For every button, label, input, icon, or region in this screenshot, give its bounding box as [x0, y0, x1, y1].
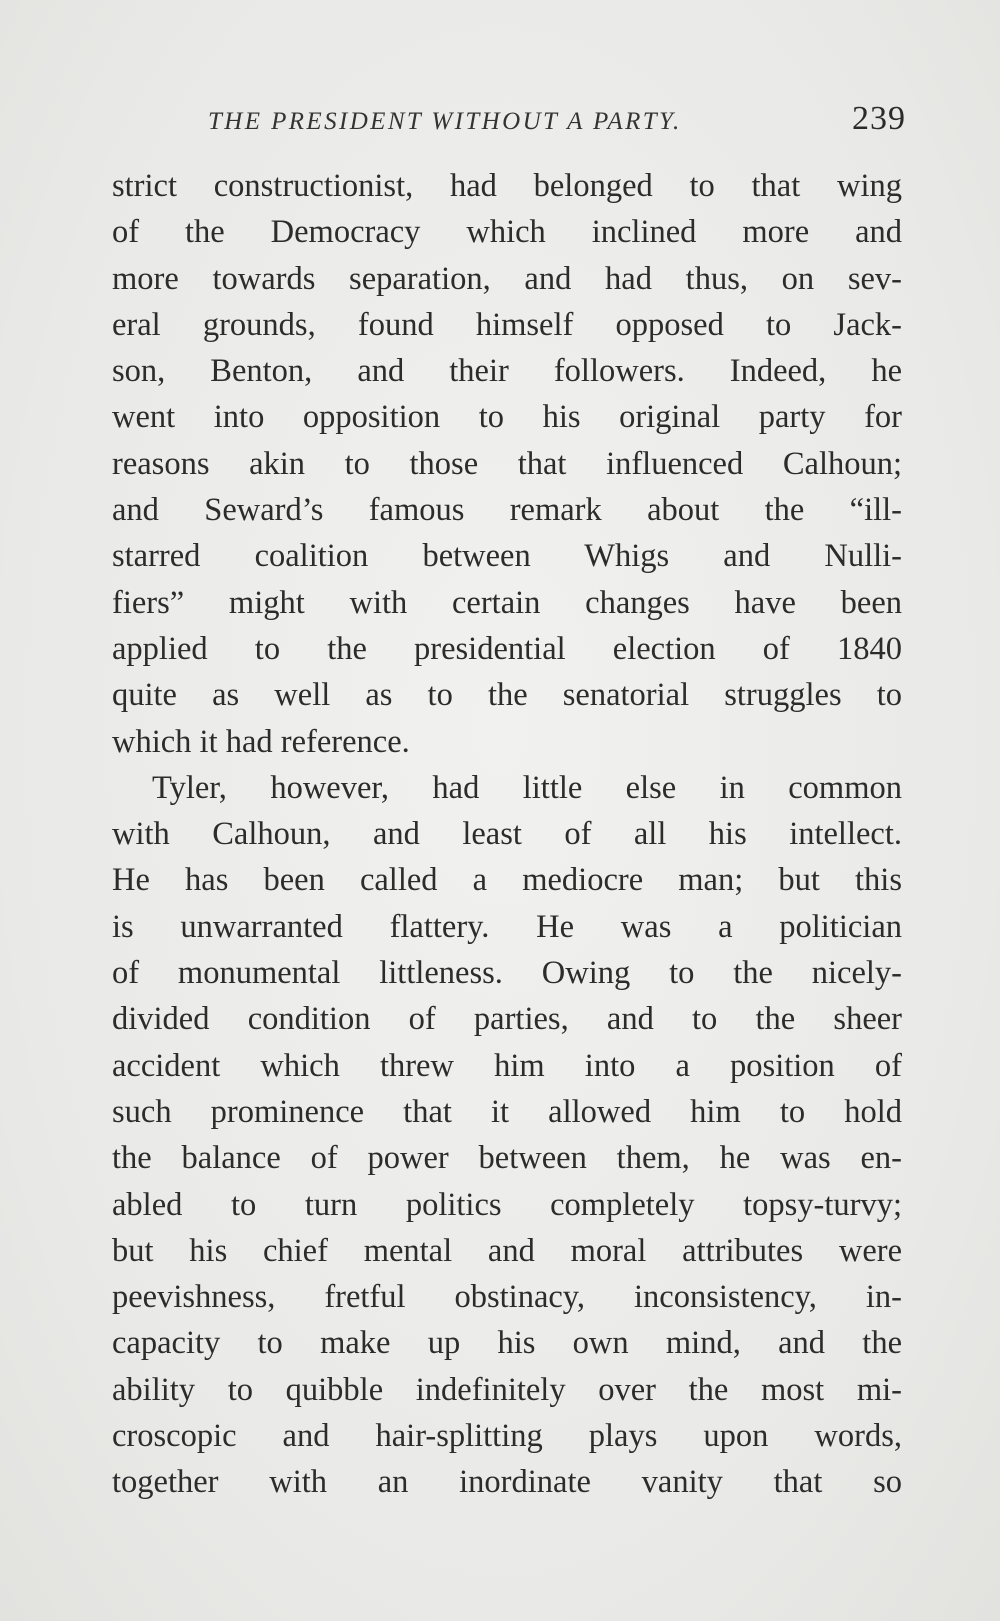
text-line: ability to quibble indefinitely over the most mi- — [112, 1371, 902, 1408]
text-line: which it had reference. — [112, 723, 410, 760]
text-line: son, Benton, and their followers. Indeed, he — [112, 353, 902, 390]
text-line: quite as well as to the senatorial struggles to — [112, 677, 902, 714]
text-line: eral grounds, found himself opposed to Jack- — [112, 306, 902, 343]
text-line: starred coalition between Whigs and Nulli- — [112, 538, 902, 575]
text-line: Tyler, however, had little else in common — [152, 769, 902, 806]
text-line: divided condition of parties, and to the sheer — [112, 1001, 902, 1038]
text-line: with Calhoun, and least of all his intellect. — [112, 816, 902, 853]
text-line: but his chief mental and moral attributes were — [112, 1232, 902, 1269]
text-line: such prominence that it allowed him to hold — [112, 1093, 902, 1130]
text-line: capacity to make up his own mind, and the — [112, 1325, 902, 1362]
text-line: fiers” might with certain changes have been — [112, 584, 902, 621]
text-line: accident which threw him into a position of — [112, 1047, 902, 1084]
text-line: croscopic and hair-splitting plays upon words, — [112, 1418, 902, 1455]
text-line: the balance of power between them, he was en- — [112, 1140, 902, 1177]
text-line: He has been called a mediocre man; but this — [112, 862, 902, 899]
text-line: reasons akin to those that influenced Calhoun; — [112, 445, 902, 482]
running-head — [112, 100, 906, 144]
text-line: of monumental littleness. Owing to the nicely- — [112, 955, 902, 992]
text-line: strict constructionist, had belonged to that wing — [112, 168, 902, 204]
page-number: 239 — [852, 100, 906, 137]
text-line: of the Democracy which inclined more and — [112, 214, 902, 251]
text-line: is unwarranted flattery. He was a politician — [112, 908, 902, 945]
text-line: went into opposition to his original party for — [112, 399, 902, 436]
text-line: abled to turn politics completely topsy-turvy; — [112, 1186, 902, 1223]
text-line: peevishness, fretful obstinacy, inconsistency, in- — [112, 1279, 902, 1316]
running-title: THE PRESIDENT WITHOUT A PARTY. — [208, 108, 682, 135]
text-line: together with an inordinate vanity that so — [112, 1464, 902, 1501]
text-line: more towards separation, and had thus, on sev- — [112, 260, 902, 297]
text-line: and Seward’s famous remark about the “ill- — [112, 492, 902, 529]
text-line: applied to the presidential election of 1840 — [112, 630, 902, 667]
body-text — [112, 163, 902, 1506]
